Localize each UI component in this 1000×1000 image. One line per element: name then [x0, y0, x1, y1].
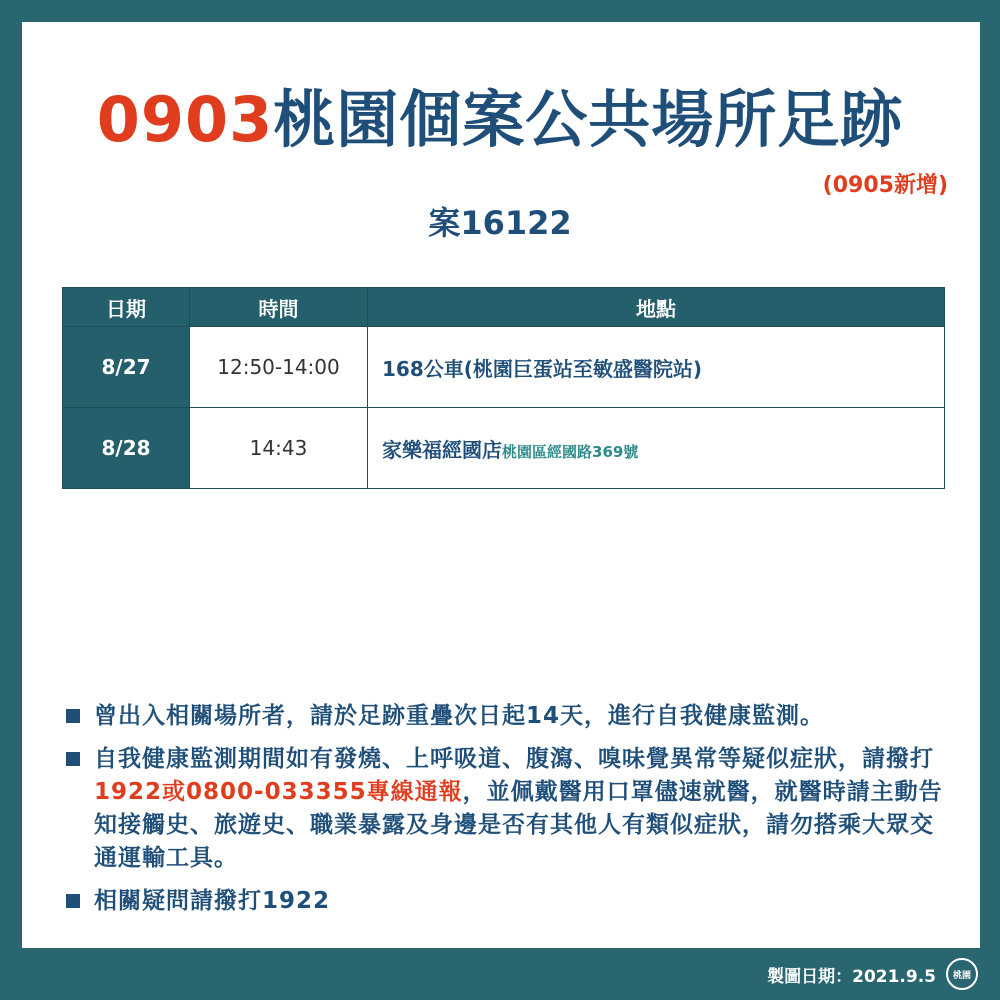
list-item	[64, 885, 954, 918]
note-text	[94, 743, 954, 875]
row-place	[368, 408, 945, 489]
place-name: 168公車(桃園巨蛋站至敏盛醫院站)	[382, 356, 703, 381]
table-header-row	[63, 288, 945, 327]
header-place: 地點	[368, 288, 945, 327]
case-label: 案16122	[428, 204, 572, 242]
footprint-table	[62, 287, 945, 489]
row-date: 8/27	[63, 327, 190, 408]
row-place	[368, 327, 945, 408]
notes-list	[64, 700, 954, 928]
row-time: 12:50-14:00	[190, 327, 368, 408]
taoyuan-seal-icon: 桃園	[946, 958, 978, 990]
note-text: 相關疑問請撥打1922	[94, 888, 331, 914]
row-time: 14:43	[190, 408, 368, 489]
note-text-part: ，並佩戴醫用口罩儘速就醫，就醫時請主動告知接觸史、旅遊史、職業暴露及身邊是否有其他人有類似症狀，請勿搭乘大眾交通運輸工具。	[94, 779, 943, 871]
list-item	[64, 700, 954, 733]
note-text-part: 自我健康監測期間如有發燒、上呼吸道、腹瀉、嗅味覺異常等疑似症狀，請撥打	[94, 746, 934, 772]
header-date: 日期	[63, 288, 190, 327]
row-date: 8/28	[63, 408, 190, 489]
square-bullet-icon	[66, 709, 80, 723]
added-note: (0905新增)	[822, 173, 948, 198]
square-bullet-icon	[66, 752, 80, 766]
place-name: 家樂福經國店	[382, 437, 502, 462]
square-bullet-icon	[66, 894, 80, 908]
note-text: 曾出入相關場所者，請於足跡重疊次日起14天，進行自我健康監測。	[94, 703, 825, 729]
hotline-highlight: 1922或0800-033355專線通報	[94, 779, 463, 805]
made-date: 製圖日期：2021.9.5	[767, 967, 936, 987]
title-text: 桃園個案公共場所足跡	[273, 83, 904, 156]
table-row	[63, 408, 945, 489]
page-title	[0, 70, 1000, 159]
title-date-code: 0903	[96, 83, 274, 156]
list-item	[64, 743, 954, 875]
header-time: 時間	[190, 288, 368, 327]
place-address: 桃園區經國路369號	[502, 442, 639, 461]
table-row	[63, 327, 945, 408]
